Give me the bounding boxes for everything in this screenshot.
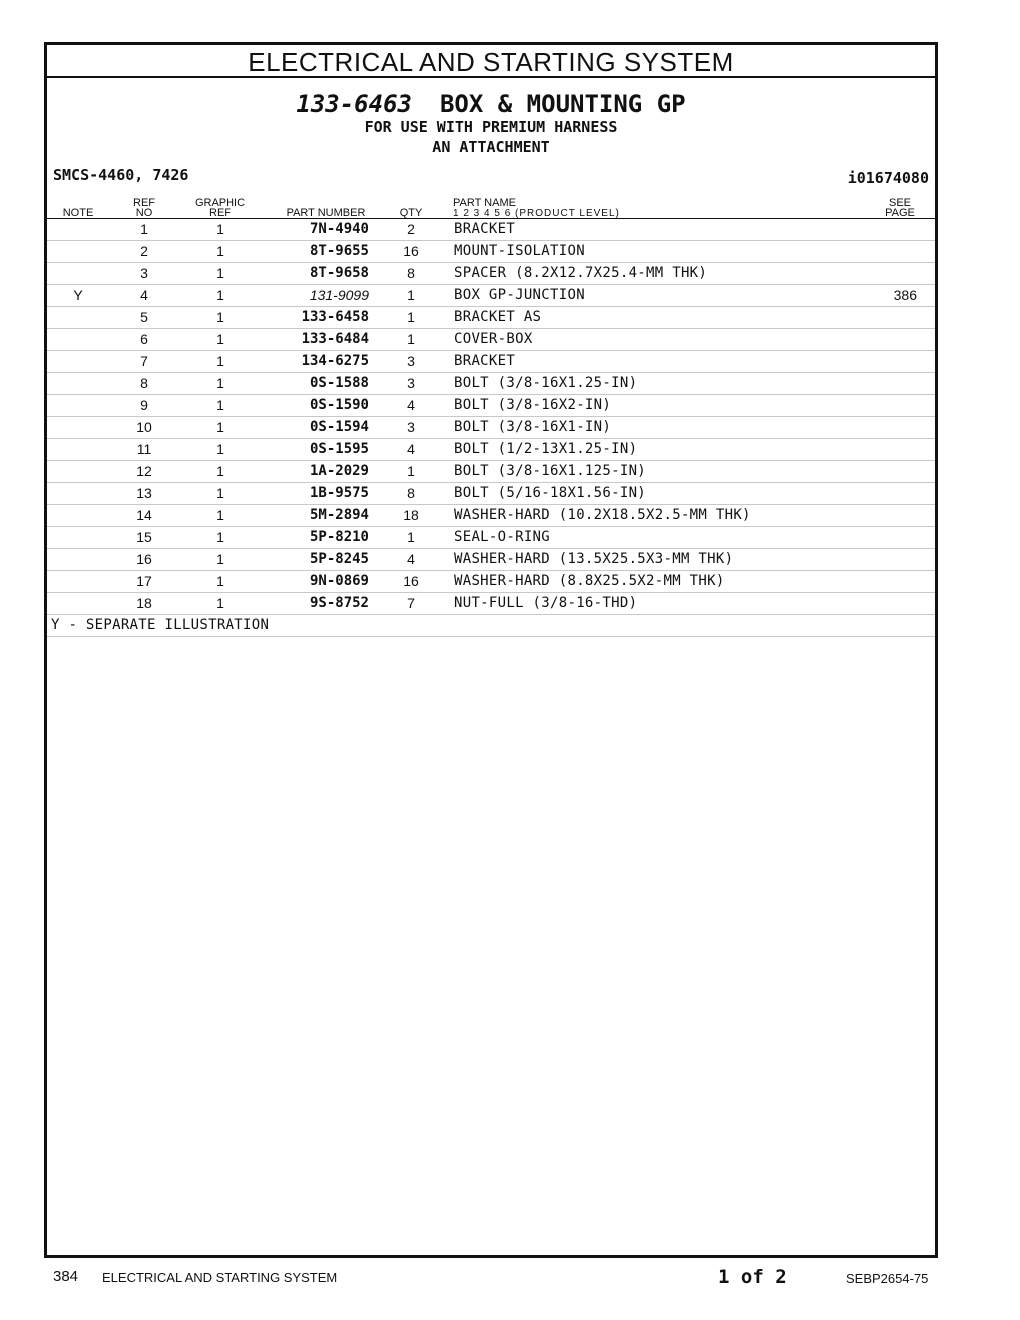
row-part-name: BOLT (3/8-16X1-IN) (454, 419, 612, 435)
row-ref-no: 1 (140, 221, 148, 237)
row-part-number[interactable]: 5P-8210 (309, 529, 369, 545)
row-part-number[interactable]: 8T-9658 (309, 265, 369, 281)
row-qty: 1 (407, 287, 415, 303)
row-part-name: WASHER-HARD (10.2X18.5X2.5-MM THK) (454, 507, 751, 523)
footer-sheet-indicator: 1 of 2 (718, 1266, 787, 1288)
row-part-number[interactable]: 1A-2029 (309, 463, 369, 479)
row-graphic-ref: 1 (216, 309, 224, 325)
header-graphic-top: GRAPHIC (194, 197, 246, 209)
row-qty: 8 (407, 485, 415, 501)
row-qty: 16 (403, 243, 419, 259)
row-part-name: BOLT (3/8-16X1.125-IN) (454, 463, 647, 479)
row-qty: 8 (407, 265, 415, 281)
table-row (47, 417, 935, 439)
table-row (47, 329, 935, 351)
table-row (47, 593, 935, 615)
row-qty: 4 (407, 441, 415, 457)
row-part-number[interactable]: 134-6275 (301, 353, 369, 369)
row-part-name: SEAL-O-RING (454, 529, 551, 545)
row-part-number[interactable]: 0S-1594 (309, 419, 369, 435)
row-qty: 1 (407, 463, 415, 479)
table-row (47, 527, 935, 549)
row-ref-no: 7 (140, 353, 148, 369)
row-ref-no: 4 (140, 287, 148, 303)
footnote: Y - SEPARATE ILLUSTRATION (51, 617, 270, 633)
header-see-bottom: PAGE (885, 207, 915, 219)
row-part-number[interactable]: 8T-9655 (309, 243, 369, 259)
header-part-name: PART NAME (453, 197, 516, 209)
table-row (47, 461, 935, 483)
parts-page-frame (44, 42, 938, 1258)
header-note: NOTE (62, 207, 94, 219)
row-part-number[interactable]: 1B-9575 (309, 485, 369, 501)
parts-table (47, 219, 935, 637)
row-part-name: WASHER-HARD (13.5X25.5X3-MM THK) (454, 551, 734, 567)
row-graphic-ref: 1 (216, 507, 224, 523)
row-graphic-ref: 1 (216, 375, 224, 391)
group-name: BOX & MOUNTING GP (439, 90, 686, 118)
header-ref-top: REF (133, 197, 155, 209)
table-row (47, 263, 935, 285)
row-ref-no: 13 (136, 485, 152, 501)
row-part-name: COVER-BOX (454, 331, 533, 347)
row-graphic-ref: 1 (216, 287, 224, 303)
row-ref-no: 2 (140, 243, 148, 259)
row-graphic-ref: 1 (216, 265, 224, 281)
row-ref-no: 5 (140, 309, 148, 325)
row-graphic-ref: 1 (216, 419, 224, 435)
header-ref-bottom: NO (135, 207, 153, 219)
row-graphic-ref: 1 (216, 463, 224, 479)
row-graphic-ref: 1 (216, 221, 224, 237)
table-row (47, 571, 935, 593)
row-graphic-ref: 1 (216, 485, 224, 501)
row-graphic-ref: 1 (216, 551, 224, 567)
row-ref-no: 17 (136, 573, 152, 589)
footer-section-title: ELECTRICAL AND STARTING SYSTEM (102, 1270, 338, 1285)
row-graphic-ref: 1 (216, 529, 224, 545)
group-usage-line-2: AN ATTACHMENT (432, 138, 550, 156)
row-part-name: NUT-FULL (3/8-16-THD) (454, 595, 638, 611)
illustration-id: i01674080 (847, 169, 929, 187)
row-part-number[interactable]: 5M-2894 (309, 507, 369, 523)
row-part-number[interactable]: 133-6484 (301, 331, 369, 347)
row-part-name: BOLT (5/16-18X1.56-IN) (454, 485, 647, 501)
row-part-number[interactable]: 5P-8245 (309, 551, 369, 567)
row-part-number[interactable]: 7N-4940 (309, 221, 369, 237)
row-graphic-ref: 1 (216, 397, 224, 413)
row-part-name: SPACER (8.2X12.7X25.4-MM THK) (454, 265, 708, 281)
header-see-top: SEE (888, 197, 911, 209)
row-qty: 3 (407, 353, 415, 369)
row-ref-no: 12 (136, 463, 152, 479)
footer-page-number: 384 (53, 1268, 79, 1285)
row-part-name: BRACKET AS (454, 309, 542, 325)
row-qty: 3 (407, 375, 415, 391)
group-heading (47, 89, 935, 119)
row-ref-no: 18 (136, 595, 152, 611)
group-usage-line-1: FOR USE WITH PREMIUM HARNESS (364, 118, 618, 136)
row-part-number[interactable]: 133-6458 (301, 309, 369, 325)
row-ref-no: 9 (140, 397, 148, 413)
header-qty: QTY (399, 207, 423, 219)
row-graphic-ref: 1 (216, 353, 224, 369)
table-row (47, 549, 935, 571)
row-ref-no: 11 (136, 441, 152, 457)
row-qty: 3 (407, 419, 415, 435)
row-part-number[interactable]: 0S-1588 (309, 375, 369, 391)
row-part-number[interactable]: 9S-8752 (309, 595, 369, 611)
table-row (47, 241, 935, 263)
row-part-name: BRACKET (454, 221, 516, 237)
row-graphic-ref: 1 (216, 243, 224, 259)
row-part-name: BOLT (1/2-13X1.25-IN) (454, 441, 638, 457)
row-ref-no: 10 (136, 419, 152, 435)
row-note: Y (73, 287, 83, 303)
row-qty: 1 (407, 309, 415, 325)
row-ref-no: 8 (140, 375, 148, 391)
footer-document-id: SEBP2654-75 (846, 1271, 929, 1286)
row-ref-no: 16 (136, 551, 152, 567)
table-row (47, 351, 935, 373)
row-qty: 18 (403, 507, 419, 523)
row-qty: 4 (407, 551, 415, 567)
row-part-name: BOX GP-JUNCTION (454, 287, 585, 303)
row-qty: 2 (407, 221, 415, 237)
footnote-row (47, 615, 935, 637)
row-part-name: BRACKET (454, 353, 516, 369)
row-ref-no: 15 (136, 529, 152, 545)
row-part-name: WASHER-HARD (8.8X25.5X2-MM THK) (454, 573, 725, 589)
row-graphic-ref: 1 (216, 441, 224, 457)
group-part-number[interactable]: 133-6463 (296, 90, 412, 118)
section-title: ELECTRICAL AND STARTING SYSTEM (47, 45, 935, 78)
table-row (47, 373, 935, 395)
smcs-code: SMCS-4460, 7426 (53, 166, 189, 184)
row-graphic-ref: 1 (216, 331, 224, 347)
table-row (47, 395, 935, 417)
row-part-name: MOUNT-ISOLATION (454, 243, 585, 259)
row-part-number[interactable]: 9N-0869 (309, 573, 369, 589)
row-qty: 1 (407, 331, 415, 347)
table-row (47, 307, 935, 329)
row-part-number[interactable]: 131-9099 (309, 287, 369, 303)
table-row (47, 219, 935, 241)
row-qty: 7 (407, 595, 415, 611)
row-qty: 16 (403, 573, 419, 589)
row-part-name: BOLT (3/8-16X1.25-IN) (454, 375, 638, 391)
row-part-name: BOLT (3/8-16X2-IN) (454, 397, 612, 413)
row-qty: 4 (407, 397, 415, 413)
row-ref-no: 6 (140, 331, 148, 347)
row-see-page[interactable]: 386 (893, 287, 917, 303)
header-graphic-bottom: REF (209, 207, 231, 219)
header-part-number: PART NUMBER (286, 207, 366, 219)
row-qty: 1 (407, 529, 415, 545)
table-row (47, 285, 935, 307)
row-part-number[interactable]: 0S-1590 (309, 397, 369, 413)
row-graphic-ref: 1 (216, 573, 224, 589)
header-product-level: 1 2 3 4 5 6 (PRODUCT LEVEL) (453, 208, 620, 219)
table-row (47, 439, 935, 461)
row-ref-no: 3 (140, 265, 148, 281)
row-ref-no: 14 (136, 507, 152, 523)
row-part-number[interactable]: 0S-1595 (309, 441, 369, 457)
row-graphic-ref: 1 (216, 595, 224, 611)
table-row (47, 505, 935, 527)
table-row (47, 483, 935, 505)
